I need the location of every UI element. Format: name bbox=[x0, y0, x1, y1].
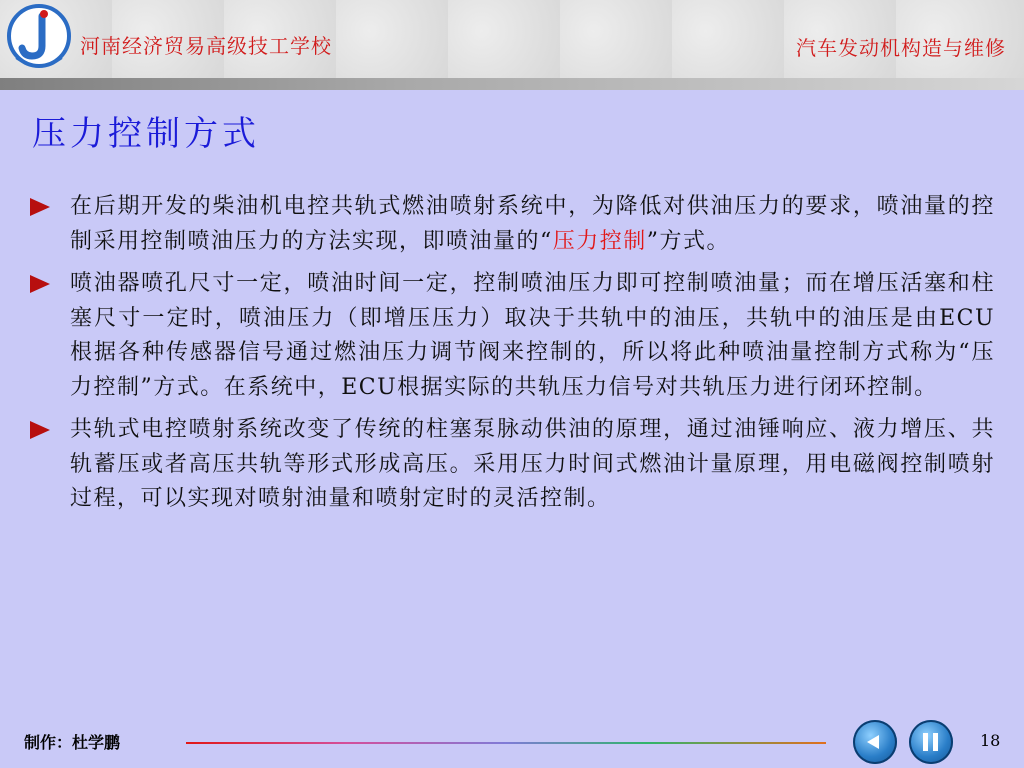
bullet-item bbox=[30, 267, 995, 405]
slide-content bbox=[30, 190, 995, 525]
bullet-item bbox=[30, 413, 995, 517]
header-texture-tile bbox=[560, 0, 673, 78]
bullet-text: 喷油器喷孔尺寸一定，喷油时间一定，控制喷油压力即可控制喷油量；而在增压活塞和柱塞尺寸一定时，喷油压力（即增压压力）取决于共轨中的油压，共轨中的油压是由ECU根据各种传感器信号通过燃油压力调节阀来控制的，所以将此种喷油量控制方式称为“压力控制”方式。在系统中，ECU根据实际的共轨压力信号对共轨压力进行闭环控制。 bbox=[70, 271, 995, 400]
highlight-text: 压力控制 bbox=[552, 228, 647, 254]
header-texture-tile bbox=[336, 0, 449, 78]
bullet-text: 在后期开发的柴油机电控共轨式燃油喷射系统中，为降低对供油压力的要求，喷油量的控制采用控制喷油压力的方法实现，即喷油量的“压力控制”方式。 bbox=[70, 194, 995, 254]
bullet-item bbox=[30, 190, 995, 259]
header-texture-tile bbox=[448, 0, 561, 78]
header-texture-tile bbox=[672, 0, 785, 78]
bullet-arrow-icon bbox=[30, 421, 50, 439]
author-label: 制作：杜学鹏 bbox=[24, 733, 121, 752]
footer-divider bbox=[186, 742, 826, 744]
bullet-text: 共轨式电控喷射系统改变了传统的柱塞泵脉动供油的原理，通过油锤响应、液力增压、共轨蓄压或者高压共轨等形式形成高压。采用压力时间式燃油计量原理，用电磁阀控制喷射过程，可以实现对喷射油量和喷射定时的灵活控制。 bbox=[70, 417, 995, 511]
header-divider bbox=[0, 78, 1024, 90]
course-name: 汽车发动机构造与维修 bbox=[796, 36, 1006, 60]
bullet-arrow-icon bbox=[30, 198, 50, 216]
bullet-arrow-icon bbox=[30, 275, 50, 293]
previous-slide-button[interactable] bbox=[853, 720, 897, 764]
prev-icon bbox=[867, 735, 879, 749]
school-name: 河南经济贸易高级技工学校 bbox=[80, 34, 332, 58]
pause-button[interactable] bbox=[909, 720, 953, 764]
pause-icon bbox=[923, 733, 939, 751]
header-bar bbox=[0, 0, 1024, 78]
page-number: 18 bbox=[980, 731, 1001, 750]
school-logo bbox=[4, 2, 74, 76]
slide-title: 压力控制方式 bbox=[32, 114, 260, 154]
